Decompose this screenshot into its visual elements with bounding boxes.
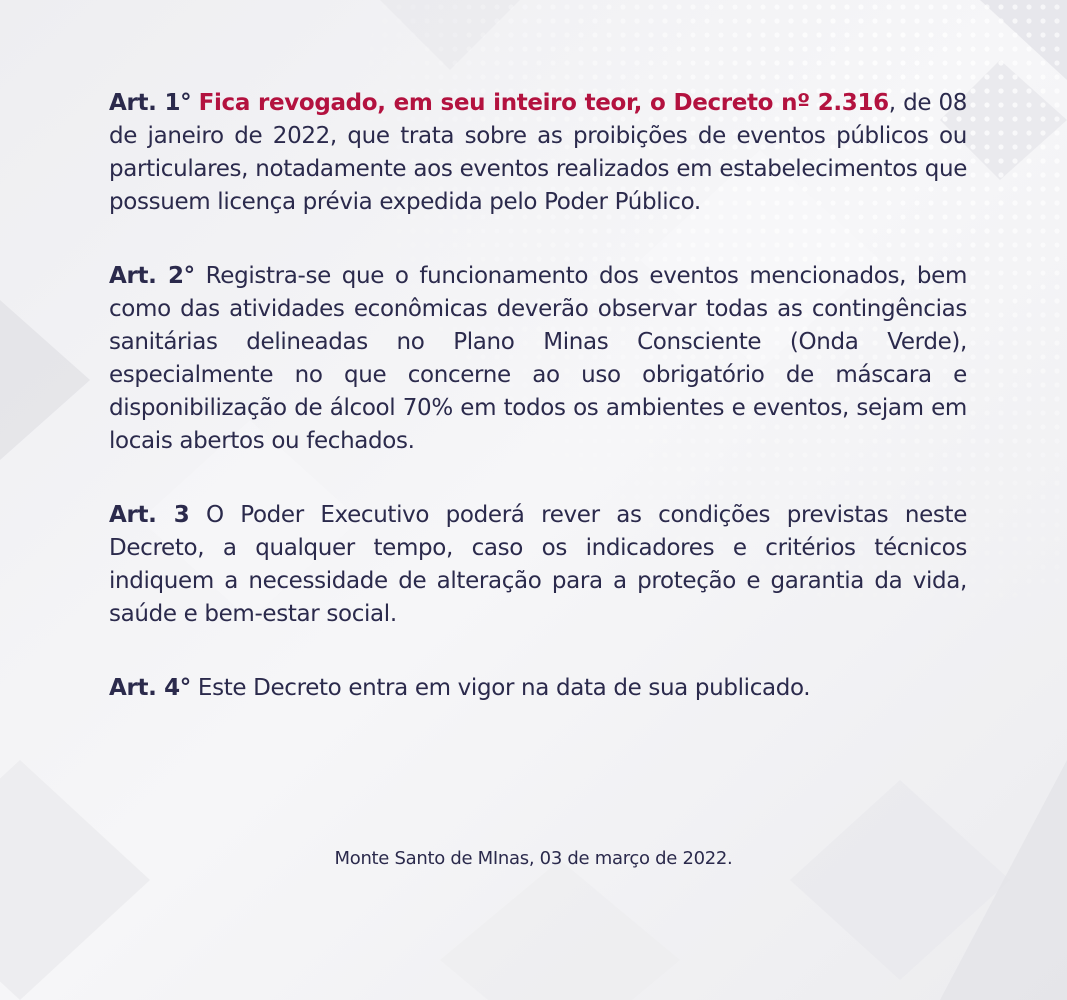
article-3-label: Art. 3	[109, 502, 190, 528]
article-4	[109, 672, 967, 705]
article-3-text: O Poder Executivo poderá rever as condições previstas neste Decreto, a qualquer tempo, caso os indicadores e critérios técnicos indiquem a necessidade de alteração para a proteção e garantia da vida, saúde e bem-estar social.	[109, 502, 967, 627]
signature-date-line: Monte Santo de MInas, 03 de março de 2022.	[334, 848, 733, 869]
article-2	[109, 260, 967, 458]
article-1-highlight: Fica revogado, em seu inteiro teor, o Decreto nº 2.316	[198, 90, 889, 116]
article-3	[109, 499, 967, 631]
article-2-label: Art. 2°	[109, 263, 195, 289]
decree-body	[109, 87, 967, 746]
article-1-label: Art. 1°	[109, 90, 192, 116]
article-2-text: Registra-se que o funcionamento dos eventos mencionados, bem como das atividades econômicas deverão observar todas as contingências sanitárias delineadas no Plano Minas Consciente (Onda Verde), especialmente no que concerne ao uso obrigatório de máscara e disponibilização de álcool 70% em todos os ambientes e eventos, sejam em locais abertos ou fechados.	[109, 263, 967, 454]
article-1	[109, 87, 967, 219]
article-4-label: Art. 4°	[109, 675, 191, 701]
article-4-text: Este Decreto entra em vigor na data de sua publicado.	[190, 675, 811, 701]
article-1-text: , de 08 de janeiro de 2022, que trata sobre as proibições de eventos públicos ou particulares, notadamente aos eventos realizados em estabelecimentos que possuem licença prévia expedida pelo Poder Público.	[109, 90, 968, 215]
